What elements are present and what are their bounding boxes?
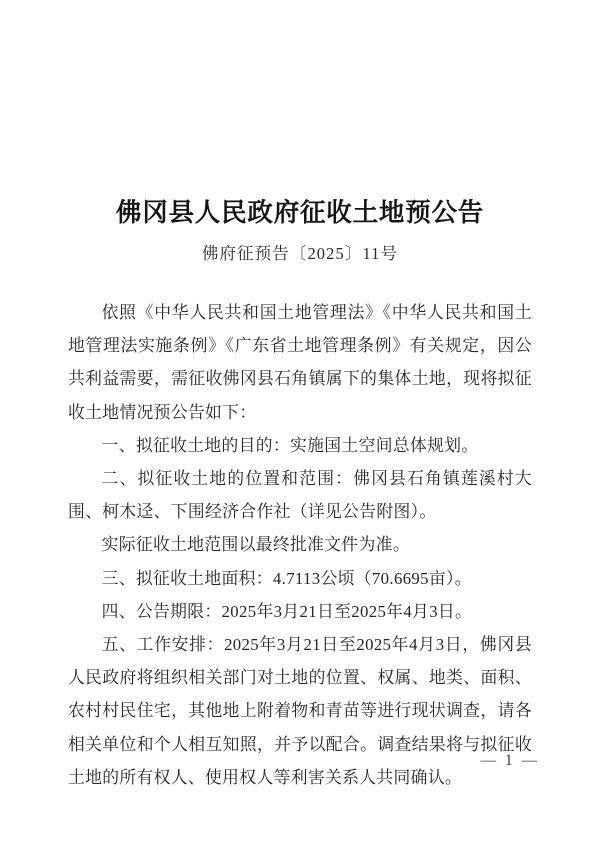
paragraph-item-3: 三、拟征收土地面积：4.7113公顷（70.6695亩）。 — [101, 568, 472, 588]
paragraph-item-2: 二、拟征收土地的位置和范围：佛冈县石角镇莲溪村大围、柯木迳、下围经济合作社（详见公告附图）。 — [68, 469, 532, 522]
page-title: 佛冈县人民政府征收土地预公告 — [115, 198, 485, 227]
page-number-footer — [0, 752, 600, 770]
paragraph-intro: 依照《中华人民共和国土地管理法》《中华人民共和国土地管理法实施条例》《广东省土地管理条例》有关规定，因公共利益需要，需征收佛冈县石角镇属下的集体土地，现将拟征收土地情况预公告如下： — [68, 303, 532, 422]
paragraph-item-1: 一、拟征收土地的目的：实施国土空间总体规划。 — [101, 435, 479, 455]
page-number-label: — 1 — — [480, 752, 540, 769]
title-block — [0, 196, 600, 266]
paragraph-item-5: 五、工作安排：2025年3月21日至2025年4月3日，佛冈县人民政府将组织相关部门对土地的位置、权属、地类、面积、农村村民住宅，其他地上附着物和青苗等进行现状调查，请各相关单位和个人相互知照，并予以配合。调查结果将与拟征收土地的所有权人、使用权人等利害关系人共同确认。 — [68, 635, 532, 787]
paragraph-scope-note: 实际征收土地范围以最终批准文件为准。 — [101, 535, 410, 555]
document-content — [68, 296, 532, 794]
document-number: 佛府征预告〔2025〕11号 — [201, 244, 399, 263]
paragraph-item-4: 四、公告期限：2025年3月21日至2025年4月3日。 — [101, 601, 473, 621]
